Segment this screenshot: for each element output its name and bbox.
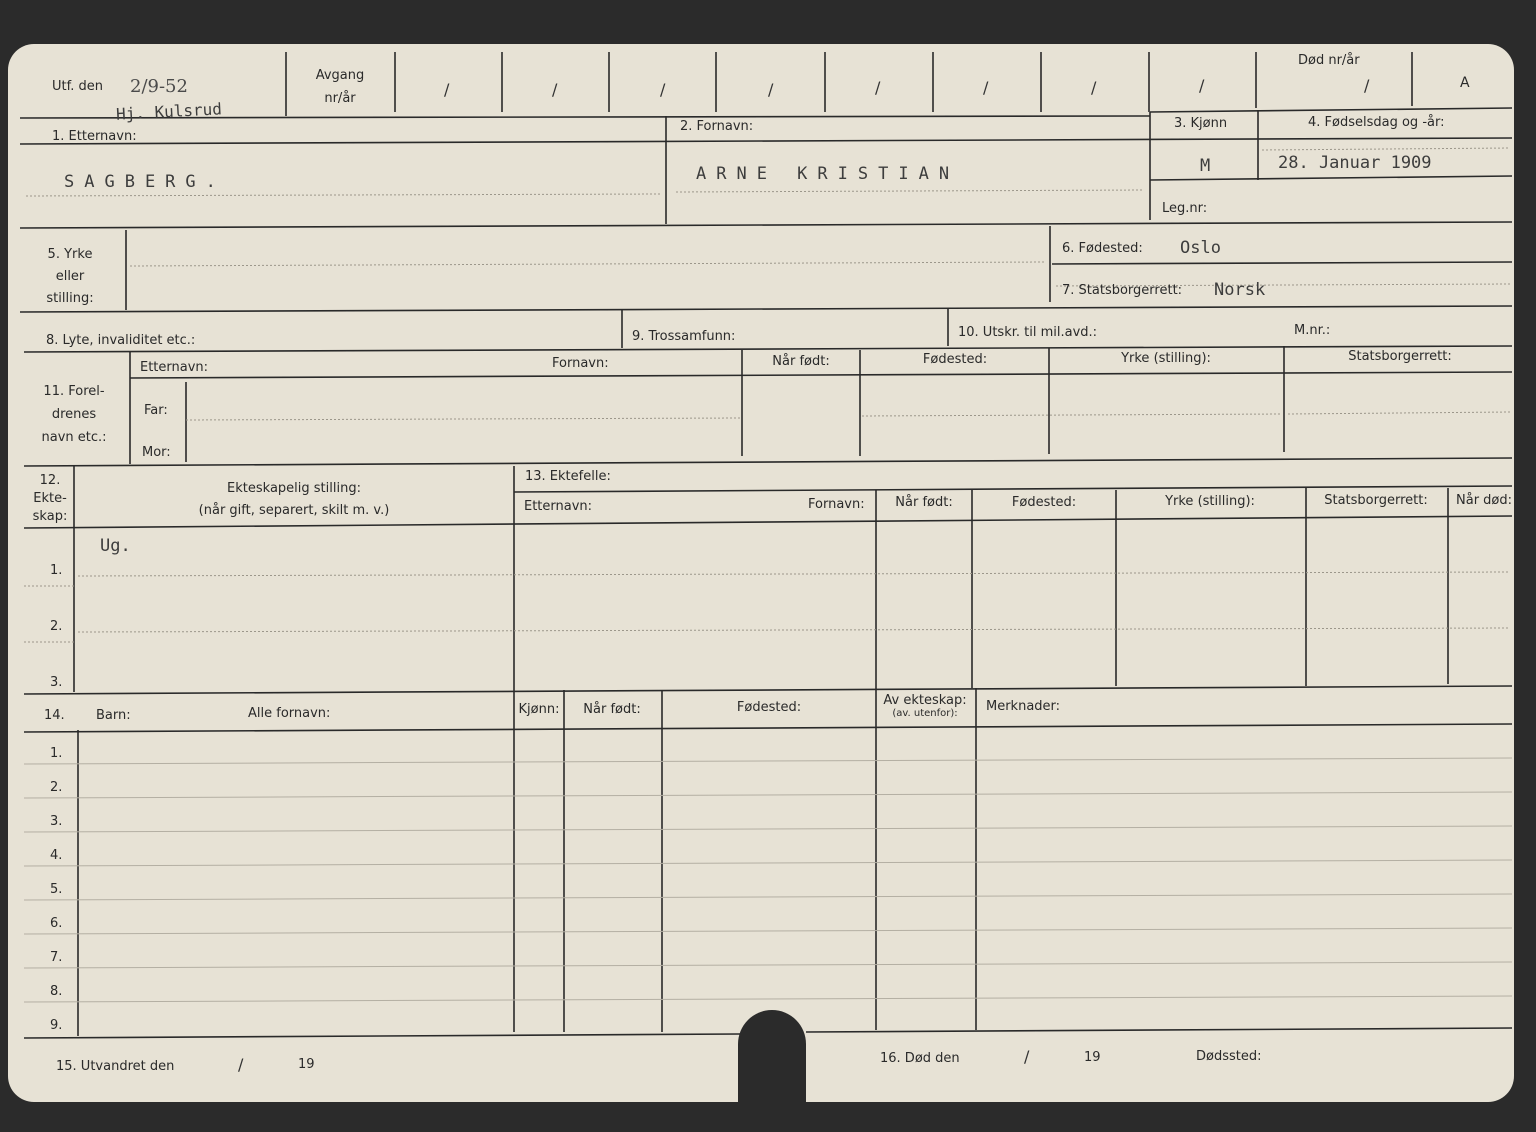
- utf-label: Utf. den: [52, 79, 103, 94]
- parents-col-yrke: Yrke (stilling):: [1121, 351, 1211, 366]
- child-row-number: 1.: [50, 746, 63, 761]
- spouse-col-fornavn: Fornavn:: [808, 497, 865, 512]
- spouse-col-yrke: Yrke (stilling):: [1165, 494, 1255, 509]
- statsborgerrett-label: 7. Statsborgerrett:: [1062, 283, 1183, 298]
- far-label: Far:: [144, 403, 168, 418]
- child-row-number: 9.: [50, 1018, 63, 1033]
- etternavn-value: SAGBERG.: [64, 172, 226, 192]
- children-section-label: 14.: [44, 708, 65, 723]
- slash-1: /: [444, 80, 450, 99]
- corner-letter: A: [1460, 75, 1470, 91]
- slash-9: /: [1364, 76, 1370, 95]
- barn-label: Barn:: [96, 708, 131, 723]
- slash-5: /: [875, 78, 881, 97]
- marriage-row-number: 2.: [50, 619, 63, 634]
- slash-3: /: [660, 80, 666, 99]
- child-row-number: 3.: [50, 814, 63, 829]
- dodssted-label: Dødssted:: [1196, 1049, 1262, 1064]
- signature-stamp: Hj. Kulsrud: [115, 99, 223, 124]
- children-col-fodested: Fødested:: [736, 700, 802, 715]
- spouse-title: 13. Ektefelle:: [525, 469, 611, 484]
- lyte-label: 8. Lyte, invaliditet etc.:: [46, 333, 196, 348]
- legnr-label: Leg.nr:: [1162, 201, 1208, 216]
- trossamfunn-label: 9. Trossamfunn:: [632, 329, 736, 344]
- parents-col-naar-fodt: Når født:: [772, 354, 830, 369]
- parents-col-statsborgerrett: Statsborgerrett:: [1348, 349, 1452, 364]
- parents-col-etternavn: Etternavn:: [140, 360, 209, 375]
- marriage-row-number: 3.: [50, 675, 63, 690]
- utvandret-label: 15. Utvandret den: [56, 1059, 175, 1074]
- alle-fornavn-label: Alle fornavn:: [248, 706, 331, 721]
- children-col-kjonn: Kjønn:: [518, 702, 560, 717]
- parents-section-label: 11. Forel- drenes navn etc.:: [41, 384, 107, 445]
- registration-card: [8, 44, 1514, 1102]
- card-notch: [738, 1010, 806, 1130]
- utvandret-slash: /: [238, 1055, 244, 1074]
- slash-8: /: [1199, 76, 1205, 95]
- child-row-number: 6.: [50, 916, 63, 931]
- marital-status-header: Ekteskapelig stilling: (når gift, separert, skilt m. v.): [198, 481, 390, 518]
- slash-7: /: [1091, 78, 1097, 97]
- marriage-row-number: 1.: [50, 563, 63, 578]
- marital-status-value: Ug.: [100, 536, 131, 556]
- fornavn-value: ARNE KRISTIAN: [696, 164, 960, 184]
- etternavn-label: 1. Etternavn:: [52, 129, 137, 144]
- mor-label: Mor:: [142, 445, 171, 460]
- marriage-section-label: 12. Ekte- skap:: [32, 473, 68, 524]
- dod-nr-label: Død nr/år: [1298, 53, 1360, 68]
- spouse-col-naar-fodt: Når født:: [895, 495, 953, 510]
- kjonn-value: M: [1200, 156, 1211, 176]
- utskr-label: 10. Utskr. til mil.avd.:: [958, 325, 1098, 340]
- dod-slash: /: [1024, 1047, 1030, 1066]
- children-col-av-ekteskap: Av ekteskap:: [883, 693, 967, 708]
- children-col-av-utenfor: (av. utenfor):: [892, 708, 958, 719]
- dod-den-label: 16. Død den: [880, 1051, 960, 1066]
- child-row-number: 2.: [50, 780, 63, 795]
- utf-date: 2/9-52: [130, 76, 188, 97]
- utvandret-year: 19: [298, 1057, 315, 1072]
- fodested-label: 6. Fødested:: [1062, 241, 1143, 256]
- parents-col-fornavn: Fornavn:: [552, 356, 609, 371]
- slash-2: /: [552, 80, 558, 99]
- dod-year: 19: [1084, 1050, 1101, 1065]
- slash-6: /: [983, 78, 989, 97]
- spouse-col-naar-dod: Når død:: [1456, 493, 1513, 508]
- spouse-col-fodested: Fødested:: [1011, 495, 1077, 510]
- child-row-number: 4.: [50, 848, 63, 863]
- merknader-label: Merknader:: [986, 699, 1061, 714]
- avgang-label: Avgang nr/år: [315, 68, 365, 106]
- children-col-naar-fodt: Når født:: [583, 702, 641, 717]
- mnr-label: M.nr.:: [1294, 323, 1331, 338]
- child-row-number: 8.: [50, 984, 63, 999]
- fodselsdag-value: 28. Januar 1909: [1278, 153, 1432, 173]
- slash-4: /: [768, 80, 774, 99]
- fornavn-label: 2. Fornavn:: [680, 119, 754, 134]
- statsborgerrett-value: Norsk: [1214, 280, 1266, 300]
- child-row-number: 7.: [50, 950, 63, 965]
- spouse-col-statsborgerrett: Statsborgerrett:: [1324, 493, 1428, 508]
- yrke-label: 5. Yrke eller stilling:: [46, 247, 94, 306]
- fodselsdag-label: 4. Fødselsdag og -år:: [1308, 115, 1445, 130]
- fodested-value: Oslo: [1180, 238, 1221, 258]
- kjonn-label: 3. Kjønn: [1174, 116, 1228, 131]
- spouse-col-etternavn: Etternavn:: [524, 499, 593, 514]
- parents-col-fodested: Fødested:: [922, 352, 988, 367]
- child-row-number: 5.: [50, 882, 63, 897]
